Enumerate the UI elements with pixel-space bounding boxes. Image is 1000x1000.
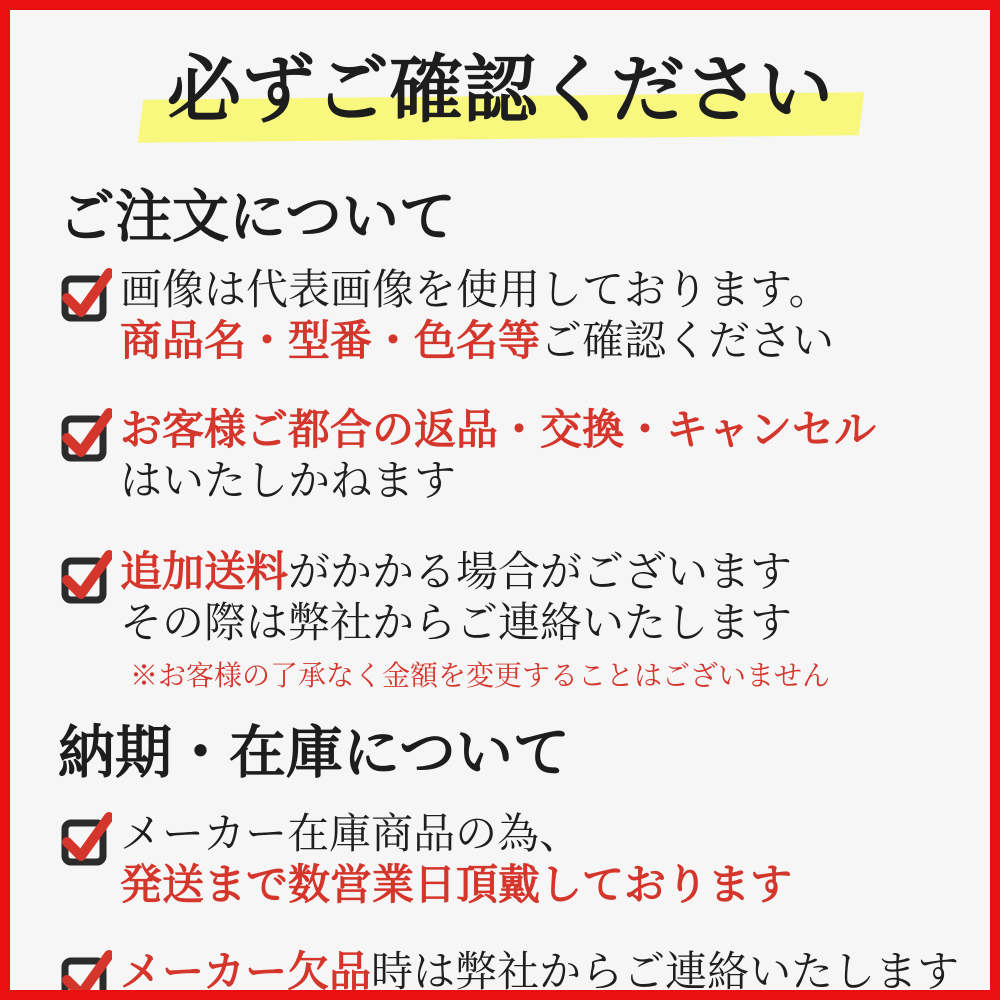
item-text [120, 948, 959, 999]
item-text [120, 406, 876, 508]
checkbox-checked-icon [60, 812, 112, 866]
checklist-item-representative-image [10, 266, 990, 368]
section-heading-orders: ご注文について [58, 186, 456, 250]
checkbox-checked-icon [60, 950, 112, 1000]
item-line: 追加送料がかかる場合がございます [120, 550, 793, 597]
section-heading-delivery-stock: 納期・在庫について [58, 721, 570, 785]
item-line: メーカー欠品時は弊社からご連絡いたします [120, 949, 960, 996]
item-line: はいたしかねます [120, 459, 457, 506]
item-text [120, 548, 830, 694]
title-block [10, 10, 990, 130]
item-text [120, 810, 792, 912]
checklist-item-extra-shipping [10, 548, 990, 694]
item-text [120, 266, 834, 368]
checkbox-checked-icon [60, 408, 112, 462]
item-line: 商品名・型番・色名等ご確認ください [120, 319, 835, 366]
checklist-item-no-returns [10, 406, 990, 508]
item-line: お客様ご都合の返品・交換・キャンセル [120, 408, 877, 455]
checkbox-checked-icon [60, 268, 112, 322]
price-change-disclaimer: ※お客様の了承なく金額を変更することはございません [130, 661, 831, 693]
item-line: 画像は代表画像を使用しております。 [120, 268, 831, 315]
item-line: その際は弊社からご連絡いたします [120, 601, 793, 648]
item-line: メーカー在庫商品の為、 [120, 811, 582, 858]
page-title: 必ずご確認ください [167, 52, 833, 130]
checkbox-checked-icon [60, 550, 112, 604]
item-line: 発送まで数営業日頂戴しております [120, 862, 793, 909]
checklist-item-maker-out-of-stock [10, 948, 990, 1000]
checklist-item-maker-stock [10, 810, 990, 912]
